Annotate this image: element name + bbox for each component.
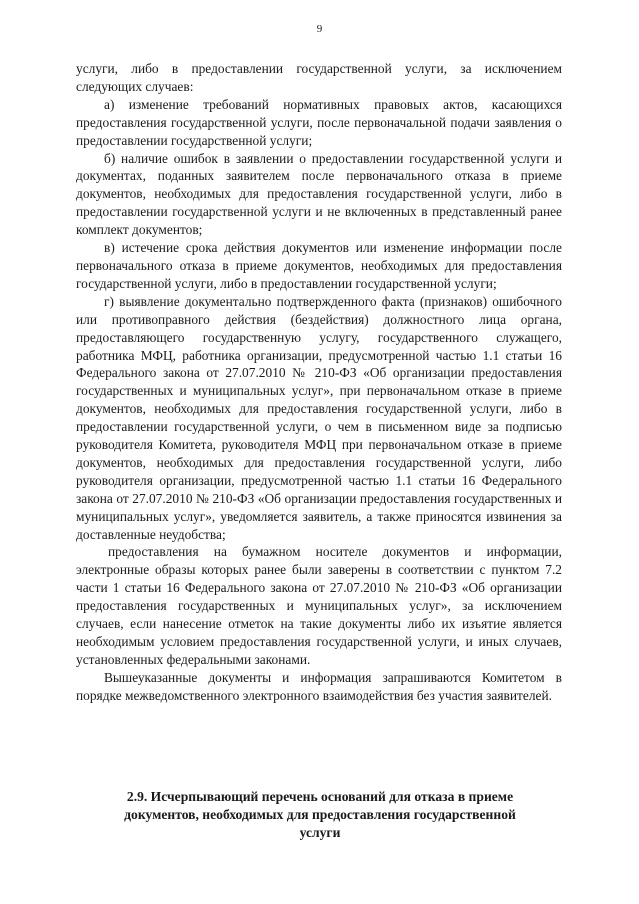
heading-line-1: 2.9. Исчерпывающий перечень оснований для отказа в приеме [126,789,514,804]
page-number: 9 [316,23,323,35]
paragraph-item-b: б) наличие ошибок в заявлении о предоставлении государственной услуги и документах, поданных заявителем после первоначального отказа в приеме документов, необходимых для предоставления государственной услуги, либо в предоставлении государственной услуги и не включенных в представленный ранее комплект документов; [76,150,562,238]
section-heading [100,788,540,842]
paragraph-paper-documents: предоставления на бумажном носителе документов и информации, электронные образы которых ранее были заверены в соответствии с пунктом 7.2 части 1 статьи 16 Федерального закона от 27.07.2010 № 210-ФЗ «Об организации предоставления государственных и муниципальных услуг», за исключением случаев, если нанесение отметок на такие документы либо их изъятие является необходимым условием предоставления государственной услуги, и иных случаев, установленных федеральными законами. [76,544,562,667]
paragraph-item-g: г) выявление документально подтвержденного факта (признаков) ошибочного или противоправного действия (бездействия) должностного лица органа, предоставляющего государственную услугу, государственного служащего, работника МФЦ, работника организации, предусмотренной частью 1.1 статьи 16 Федерального закона от 27.07.2010 № 210-ФЗ «Об организации предоставления государственных и муниципальных услуг», при первоначальном отказе в приеме документов, необходимых для предоставления государственной услуги, либо в предоставлении государственной услуги, о чем в письменном виде за подписью руководителя Комитета, руководителя МФЦ при первоначальном отказе в приеме документов, необходимых для предоставления государственной услуги, либо руководителя организации, предусмотренной частью 1.1 статьи 16 Федерального закона от 27.07.2010 № 210-ФЗ «Об организации предоставления государственных и муниципальных услуг», уведомляется заявитель, а также приносятся извинения за доставленные неудобства; [76,293,562,542]
body-text [76,60,562,705]
paragraph-item-a: а) изменение требований нормативных правовых актов, касающихся предоставления государственной услуги, после первоначальной подачи заявления о предоставлении государственной услуги; [76,96,562,148]
paragraph-interagency-request: Вышеуказанные документы и информация запрашиваются Комитетом в порядке межведомственного электронного взаимодействия без участия заявителей. [76,669,562,703]
heading-line-3: услуги [299,825,341,840]
heading-line-2: документов, необходимых для предоставления государственной [124,807,516,822]
paragraph-item-v: в) истечение срока действия документов или изменение информации после первоначального отказа в приеме документов, необходимых для предоставления государственной услуги, либо в предоставлении государственной услуги; [76,240,562,291]
paragraph-continuation: услуги, либо в предоставлении государственной услуги, за исключением следующих случаев: [76,61,562,94]
